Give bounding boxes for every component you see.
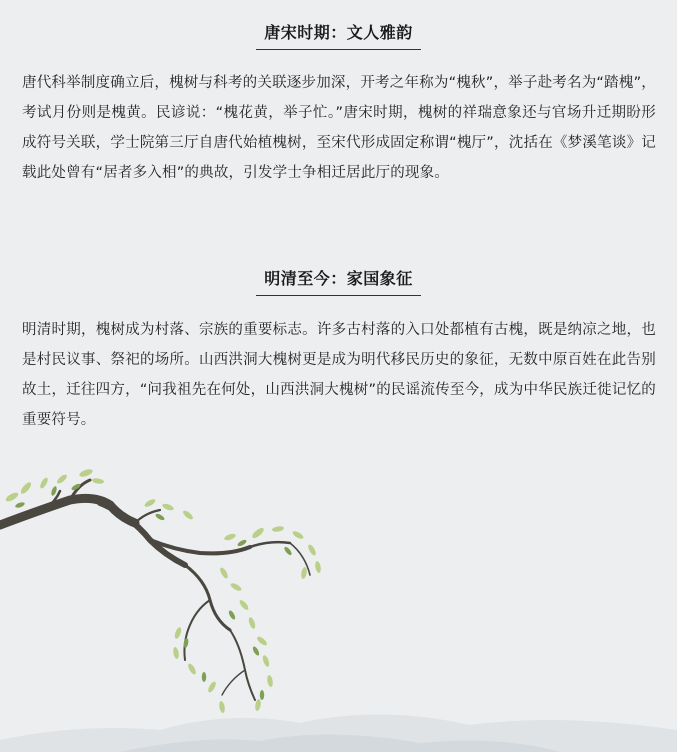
section-1-body: 唐代科举制度确立后，槐树与科考的关联逐步加深，开考之年称为“槐秋”，举子赴考名为“踏槐”，考试月份则是槐黄。民谚说：“槐花黄，举子忙。”唐宋时期，槐树的祥瑞意象还与官场升迁期盼形成符号关联，学士院第三厅自唐代始植槐树，至宋代形成固定称谓“槐厅”，沈括在《梦溪笔谈》记载此处曾有“居者多入相”的典故，引发学士争相迁居此厅的现象。	[22, 75, 656, 181]
section-2-header	[0, 266, 677, 296]
locust-tree-branch-icon	[0, 455, 677, 752]
section-1-title: 唐宋时期：文人雅韵	[256, 20, 421, 50]
section-1-header	[0, 20, 677, 50]
section-2-body: 明清时期，槐树成为村落、宗族的重要标志。许多古村落的入口处都植有古槐，既是纳凉之地，也是村民议事、祭祀的场所。山西洪洞大槐树更是成为明代移民历史的象征，无数中原百姓在此告别故土，迁往四方，“问我祖先在何处，山西洪洞大槐树”的民谣流传至今，成为中华民族迁徙记忆的重要符号。	[22, 322, 656, 428]
section-2-title: 明清至今：家国象征	[256, 266, 421, 296]
